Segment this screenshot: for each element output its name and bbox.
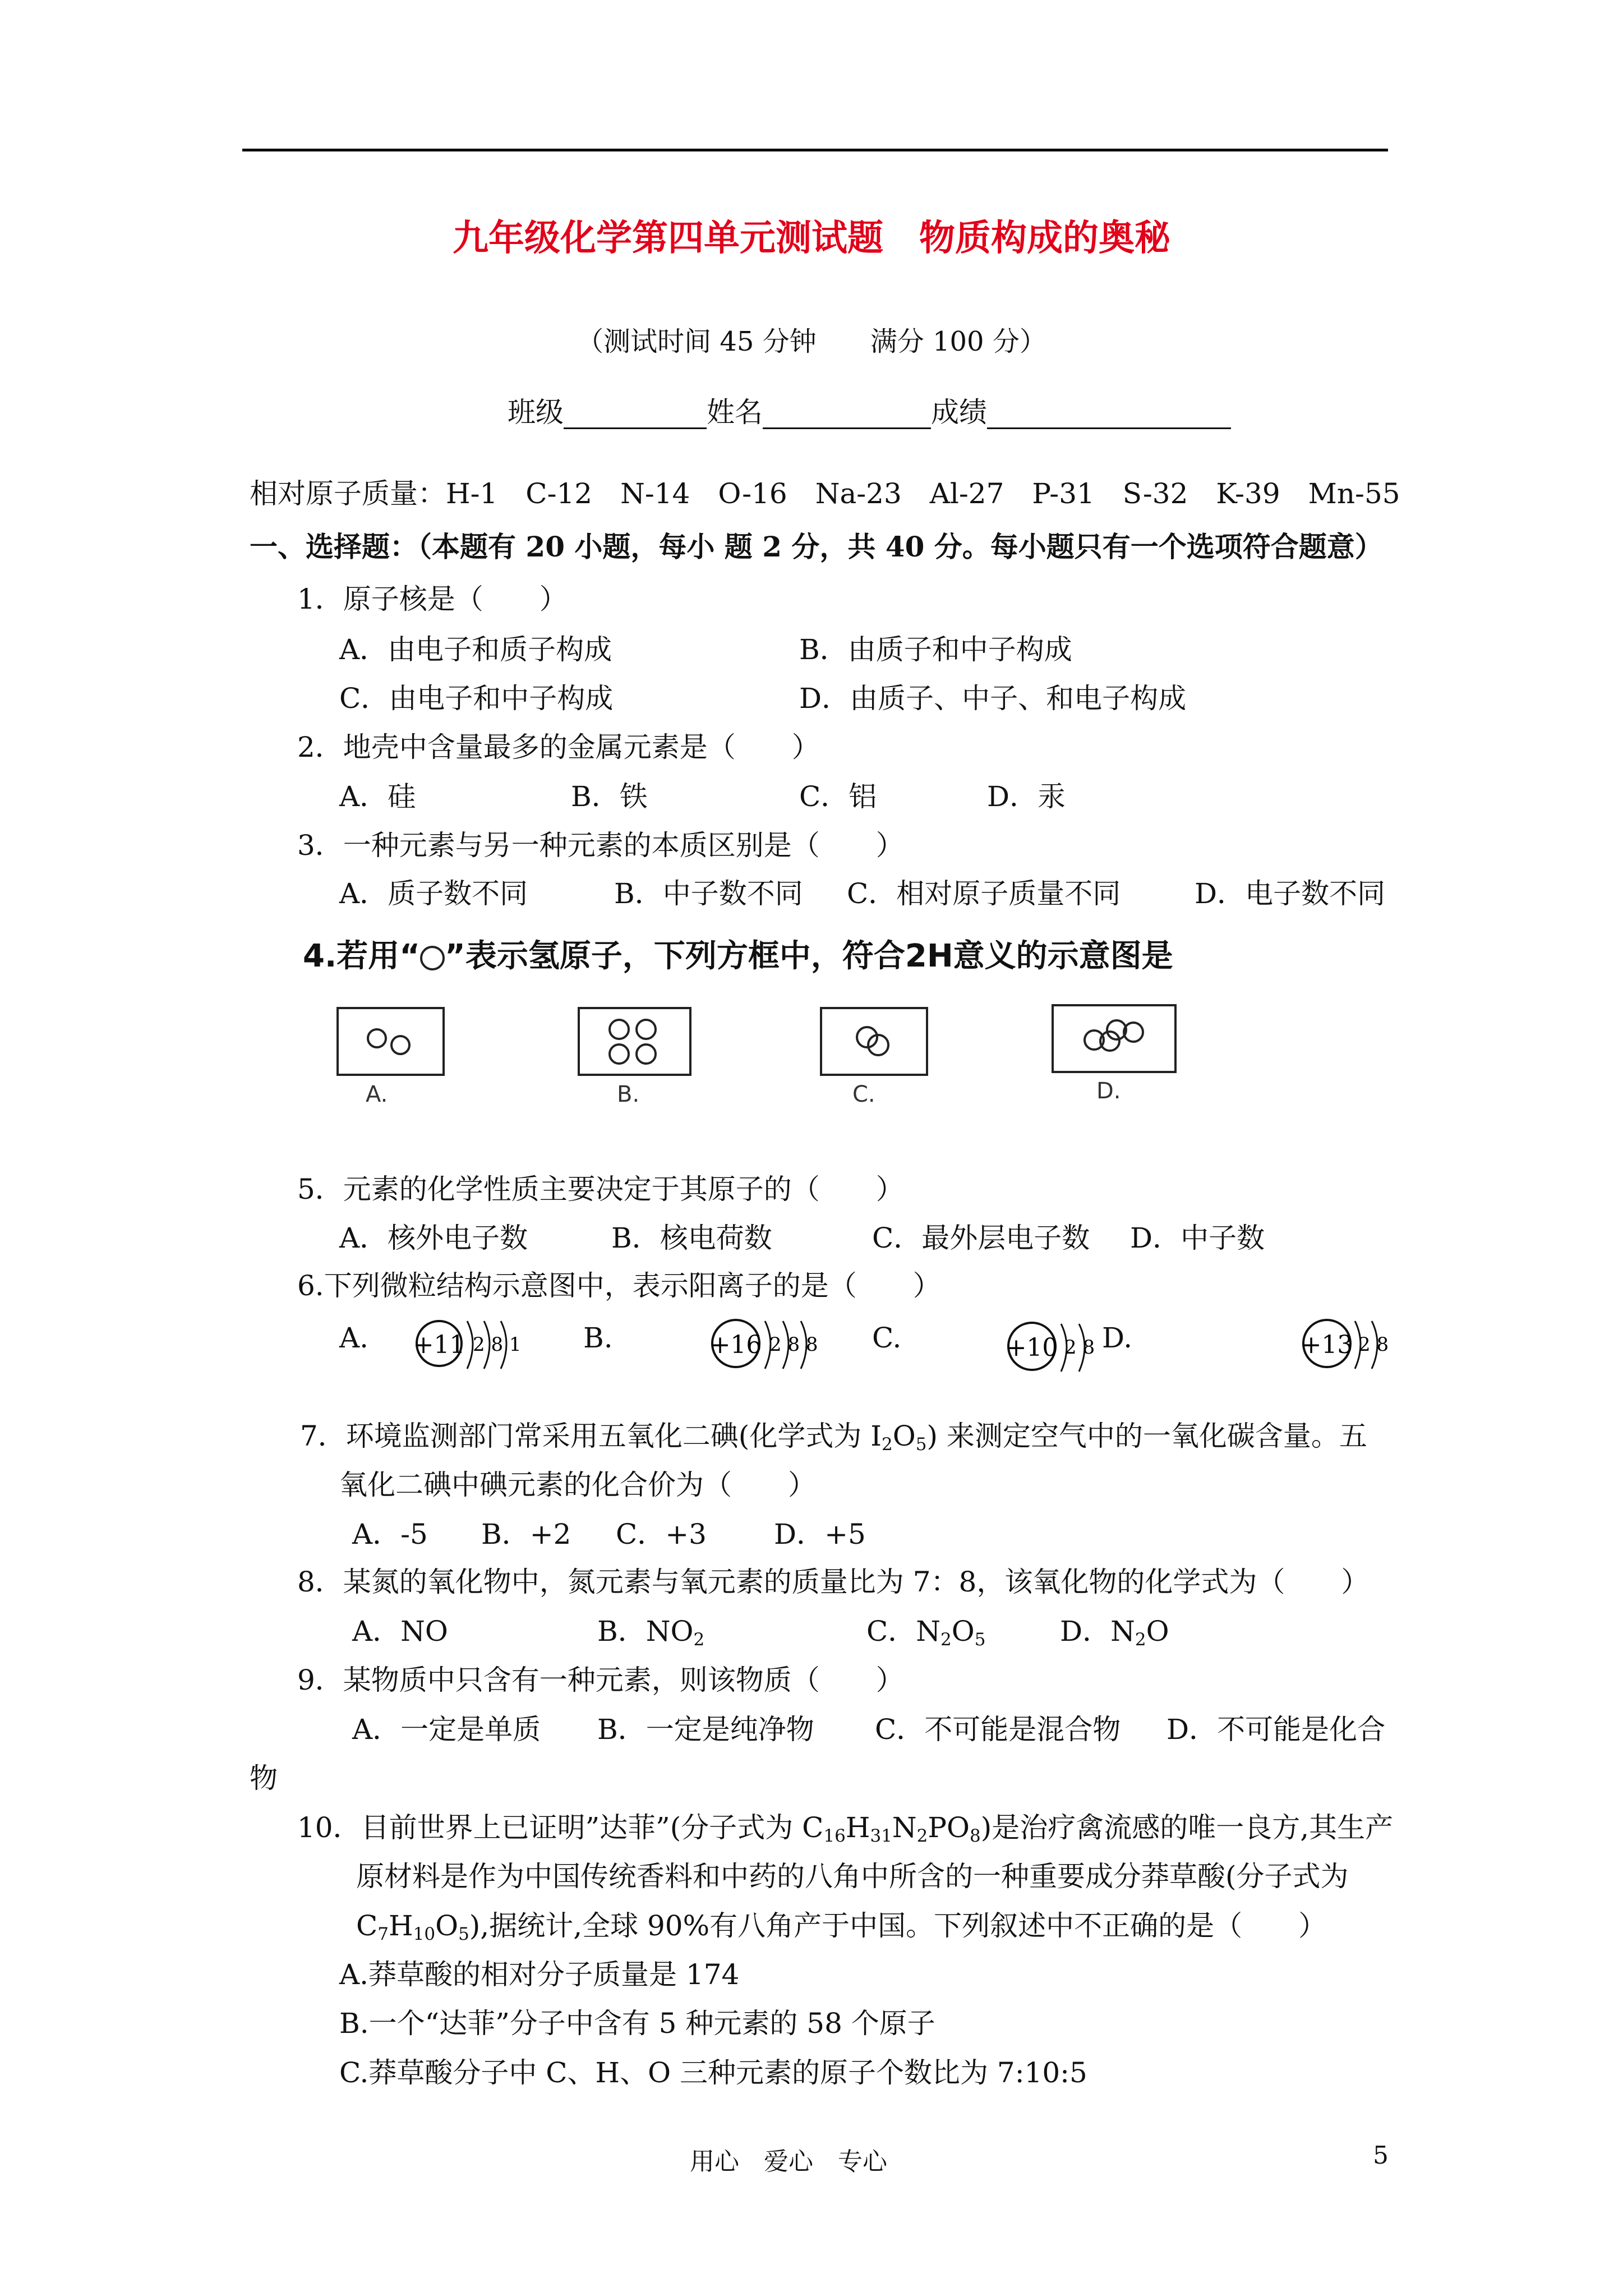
q2-option-c[interactable]: C．铝 xyxy=(799,780,877,813)
q6-structure-b xyxy=(708,1313,842,1382)
page-number: 5 xyxy=(1373,2141,1389,2170)
q6-structure-d xyxy=(1300,1313,1407,1382)
q2-option-d[interactable]: D．汞 xyxy=(987,780,1066,813)
q6-nucleus-b: +16 xyxy=(709,1331,762,1359)
q7-option-b[interactable]: B．+2 xyxy=(481,1518,571,1550)
q6-label-c[interactable]: C. xyxy=(872,1322,902,1354)
q6-diagram-c xyxy=(1004,1315,1116,1383)
q6-structure-c xyxy=(1004,1315,1116,1385)
q9-option-c[interactable]: C．不可能是混合物 xyxy=(875,1713,1121,1746)
q6-shells-b: 2 8 8 xyxy=(769,1333,818,1356)
q6-shells-d: 2 8 xyxy=(1358,1333,1389,1356)
page-title: 九年级化学第四单元测试题 物质构成的奥秘 xyxy=(453,217,1170,259)
footer-motto: 用心 爱心 专心 xyxy=(690,2147,887,2176)
q4-label-b: B. xyxy=(617,1082,640,1107)
student-info-row xyxy=(508,395,1231,429)
question-10-line3: $C_7H_{10}O_5$),据统计,全球 90%有八角产于中国。下列叙述中不正确的是（ ） xyxy=(356,1910,1327,1944)
q8-option-b[interactable]: B．$NO_2$ xyxy=(597,1615,705,1650)
q9-option-b[interactable]: B．一定是纯净物 xyxy=(597,1713,814,1746)
q2-option-a[interactable]: A．硅 xyxy=(339,780,416,813)
question-9: 9．某物质中只含有一种元素，则该物质（ ） xyxy=(297,1664,904,1696)
q6-label-d[interactable]: D. xyxy=(1102,1322,1133,1354)
q5-option-d[interactable]: D．中子数 xyxy=(1130,1222,1265,1254)
q9-option-a[interactable]: A．一定是单质 xyxy=(352,1713,541,1746)
q6-diagram-d xyxy=(1300,1313,1407,1380)
q5-option-a[interactable]: A．核外电子数 xyxy=(339,1222,528,1254)
q7-option-d[interactable]: D．+5 xyxy=(774,1518,866,1550)
question-6: 6.下列微粒结构示意图中，表示阳离子的是（ ） xyxy=(297,1269,941,1302)
q6-nucleus-a: +11 xyxy=(413,1331,465,1359)
class-label: 班级 xyxy=(508,396,564,429)
name-blank[interactable] xyxy=(763,397,931,429)
question-7: 7．环境监测部门常采用五氧化二碘(化学式为 $I_2O_5$) 来测定空气中的一氧化碳含量。五 xyxy=(300,1420,1367,1455)
q4-box-b[interactable] xyxy=(578,1007,691,1076)
q6-shells-a: 2 8 1 xyxy=(473,1333,522,1356)
name-label: 姓名 xyxy=(707,396,763,429)
section-heading: 一、选择题：（本题有 20 小题，每小 题 2 分，共 40 分。每小题只有一个选项符合题意） xyxy=(250,530,1383,563)
q6-label-a[interactable]: A. xyxy=(339,1322,369,1354)
q3-option-a[interactable]: A．质子数不同 xyxy=(339,877,528,910)
question-10: 10．目前世界上已证明”达菲”(分子式为 $C_{16}H_{31}N_2PO_8$)是治疗禽流感的唯一良方,其生产 xyxy=(297,1811,1394,1846)
q4-diagram-a xyxy=(339,1009,442,1074)
q9-option-d-cont: 物 xyxy=(250,1762,278,1795)
question-8: 8．某氮的氧化物中，氮元素与氧元素的质量比为 7：8，该氧化物的化学式为（ ） xyxy=(297,1566,1370,1598)
q8-option-c[interactable]: C．$N_2O_5$ xyxy=(866,1615,986,1650)
q10-option-a[interactable]: A.莽草酸的相对分子质量是 174 xyxy=(339,1958,740,1991)
q10-option-c[interactable]: C.莽草酸分子中 C、H、O 三种元素的原子个数比为 7:10:5 xyxy=(339,2056,1087,2089)
question-7-cont: 氧化二碘中碘元素的化合价为（ ） xyxy=(339,1469,816,1501)
q1-option-c[interactable]: C．由电子和中子构成 xyxy=(339,682,614,715)
q4-box-d[interactable] xyxy=(1052,1004,1177,1073)
q3-option-b[interactable]: B．中子数不同 xyxy=(614,877,803,910)
q6-diagram-b xyxy=(708,1313,842,1380)
score-label: 成绩 xyxy=(931,396,987,429)
q8-option-d[interactable]: D．$N_2O$ xyxy=(1060,1615,1169,1650)
q4-label-c: C. xyxy=(852,1082,875,1107)
question-2: 2．地壳中含量最多的金属元素是（ ） xyxy=(297,731,820,763)
question-1: 1．原子核是（ ） xyxy=(297,583,568,615)
q6-nucleus-c: +10 xyxy=(1006,1333,1058,1362)
q3-option-c[interactable]: C．相对原子质量不同 xyxy=(847,877,1121,910)
q4-box-a[interactable] xyxy=(336,1007,445,1076)
q4-diagram-d xyxy=(1054,1006,1174,1071)
test-info: （测试时间 45 分钟 满分 100 分） xyxy=(577,326,1046,357)
q5-option-b[interactable]: B．核电荷数 xyxy=(611,1222,772,1254)
q6-shells-c: 2 8 xyxy=(1064,1336,1095,1359)
q1-option-d[interactable]: D．由质子、中子、和电子构成 xyxy=(799,682,1187,715)
q6-diagram-a xyxy=(412,1313,536,1380)
q1-option-a[interactable]: A．由电子和质子构成 xyxy=(339,633,612,666)
q10-option-b[interactable]: B.一个“达菲”分子中含有 5 种元素的 58 个原子 xyxy=(339,2007,935,2040)
score-blank[interactable] xyxy=(987,397,1231,429)
q2-option-b[interactable]: B．铁 xyxy=(571,780,648,813)
q7-option-a[interactable]: A．-5 xyxy=(352,1518,428,1550)
question-3: 3．一种元素与另一种元素的本质区别是（ ） xyxy=(297,829,904,862)
question-10-line2: 原材料是作为中国传统香料和中药的八角中所含的一种重要成分莽草酸(分子式为 xyxy=(356,1860,1349,1893)
q8-option-a[interactable]: A．NO xyxy=(352,1615,448,1648)
q7-option-c[interactable]: C．+3 xyxy=(616,1518,707,1550)
q4-diagram-c xyxy=(822,1009,926,1074)
question-4: 4.若用“ ”表示氢原子，下列方框中，符合2H意义的示意图是 xyxy=(303,938,1173,974)
atomic-mass-list: 相对原子质量：H-1 C-12 N-14 O-16 Na-23 Al-27 P-31 S-32 K-39 Mn-55 xyxy=(250,477,1400,510)
q3-option-d[interactable]: D．电子数不同 xyxy=(1195,877,1386,910)
q6-nucleus-d: +13 xyxy=(1301,1331,1353,1359)
q6-structure-a xyxy=(412,1313,536,1382)
q4-box-c[interactable] xyxy=(820,1007,928,1076)
q4-label-a: A. xyxy=(366,1082,388,1107)
q4-diagram-b xyxy=(580,1009,689,1074)
class-blank[interactable] xyxy=(564,397,707,429)
q4-label-d: D. xyxy=(1096,1078,1121,1104)
q5-option-c[interactable]: C．最外层电子数 xyxy=(872,1222,1090,1254)
q9-option-d[interactable]: D．不可能是化合 xyxy=(1166,1713,1386,1746)
q6-label-b[interactable]: B. xyxy=(583,1322,613,1354)
q1-option-b[interactable]: B．由质子和中子构成 xyxy=(799,633,1072,666)
circle-symbol-icon xyxy=(420,946,445,970)
header-rule xyxy=(242,149,1388,151)
question-5: 5．元素的化学性质主要决定于其原子的（ ） xyxy=(297,1173,904,1205)
